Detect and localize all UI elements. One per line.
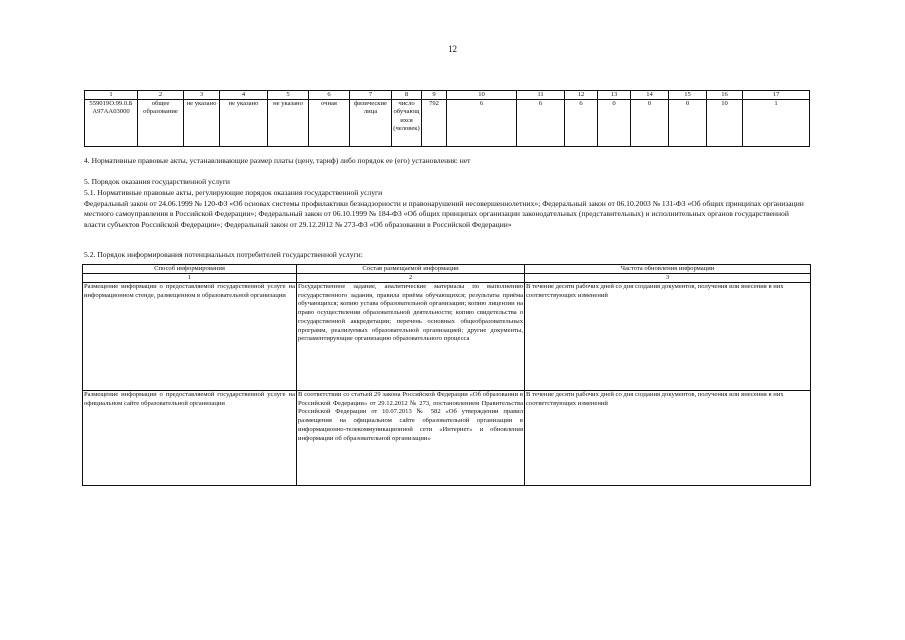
table-cell: В соответствии со статьей 29 закона Российской Федерации «Об образовании в Российской Федерации» от 29.12.2012 № 273, постановлением Правительства Российской Федерации от 10.07.2013 № 582 «Об утверждении правил размещения на официальном сайте образовательной организации в информационно-телекоммуникационной сети «Интернет» и обновления информации об образовательной организации» xyxy=(297,391,525,486)
col-number: 6 xyxy=(309,91,350,100)
section-5-1-laws: Федеральный закон от 24.06.1999 № 120-ФЗ «Об основах системы профилактики безнадзорности и правонарушений несовершеннолетних»; Федеральный закон от 06.10.2003 № 131-ФЗ «Об общих принципах организации местного самоуправления в Российской Федерации»; Федеральный закон от 06.10.1999 № 184-ФЗ «Об общих принципах организации законодательных (представительных) и исполнительных органов государственной власти субъектов Российской Федерации»; Федеральный закон от 29.12.2012 № 273-ФЗ «Об образовании в Российской Федерации» xyxy=(84,199,804,229)
section-5-1-heading: 5.1. Нормативные правовые акты, регулирующие порядок оказания государственной услуги xyxy=(84,188,383,197)
table-cell: В течение десяти рабочих дней со дня создания документов, получения или внесения в них соответствующих изменений xyxy=(525,391,811,486)
column-header: Способ информирования xyxy=(83,265,297,274)
table-row xyxy=(83,391,811,486)
table-cell: общее образование xyxy=(138,100,184,147)
table-row xyxy=(83,283,811,391)
table-cell: 0 xyxy=(669,100,707,147)
col-number: 2 xyxy=(138,91,184,100)
table-cell: очная xyxy=(309,100,350,147)
col-number: 1 xyxy=(83,274,297,283)
table-cell: 10 xyxy=(707,100,743,147)
section-5-heading: 5. Порядок оказания государственной услуги xyxy=(84,177,230,186)
section-4-fees: 4. Нормативные правовые акты, устанавливающие размер платы (цену, тариф) либо порядок ее (его) установления: нет xyxy=(84,156,471,165)
table-cell: 6 xyxy=(447,100,517,147)
col-number: 5 xyxy=(268,91,309,100)
col-number: 15 xyxy=(669,91,707,100)
col-number: 12 xyxy=(565,91,598,100)
col-number: 16 xyxy=(707,91,743,100)
table-cell: Размещение информации о предоставляемой государственной услуге на официальном сайте образовательной организации xyxy=(83,391,297,486)
table-cell: Размещение информации о предоставляемой государственной услуге на информационном стенде, размещенном в образовательной организации xyxy=(83,283,297,391)
table-row xyxy=(85,100,810,147)
table-cell: не указано xyxy=(220,100,268,147)
col-number: 17 xyxy=(743,91,810,100)
table-cell: не указано xyxy=(268,100,309,147)
col-number: 3 xyxy=(525,274,811,283)
table-cell: 1 xyxy=(743,100,810,147)
section-5-2-heading: 5.2. Порядок информирования потенциальных потребителей государственной услуги: xyxy=(84,250,363,259)
table-header-row xyxy=(85,91,810,100)
col-number: 13 xyxy=(598,91,631,100)
col-number: 11 xyxy=(517,91,565,100)
table-cell: Государственное задание, аналитические материалы по выполнению государственного задания, правила приёма обучающихся; результаты приёма обучающихся; копию устава образовательной организации; копию лицензии на право осуществления образовательной деятельности; копию свидетельства о государственной аккредитации; перечень основных общеобразовательных программ, реализуемых образовательной организацией; другие документы, регламентирующие организацию образовательного процесса xyxy=(297,283,525,391)
page-number: 12 xyxy=(448,44,457,54)
col-number: 4 xyxy=(220,91,268,100)
table-cell: физические лица xyxy=(350,100,392,147)
table-cell: 792 xyxy=(422,100,447,147)
col-number: 7 xyxy=(350,91,392,100)
table-number-row xyxy=(83,274,811,283)
col-number: 10 xyxy=(447,91,517,100)
column-header: Состав размещаемой информации xyxy=(297,265,525,274)
column-header: Частота обновления информации xyxy=(525,265,811,274)
col-number: 9 xyxy=(422,91,447,100)
indicators-table xyxy=(84,90,810,147)
col-number: 1 xyxy=(85,91,138,100)
table-cell: число обучающ ихся (человек) xyxy=(392,100,422,147)
col-number: 14 xyxy=(631,91,669,100)
col-number: 3 xyxy=(184,91,220,100)
table-header-row xyxy=(83,265,811,274)
table-cell: 559019О.99.0.Б А97АА03000 xyxy=(85,100,138,147)
table-cell: 0 xyxy=(598,100,631,147)
col-number: 2 xyxy=(297,274,525,283)
table-cell: 0 xyxy=(631,100,669,147)
information-table xyxy=(82,264,811,486)
table-cell: 6 xyxy=(565,100,598,147)
table-cell: В течение десяти рабочих дней со дня создания документов, получения или внесения в них соответствующих изменений xyxy=(525,283,811,391)
table-cell: не указано xyxy=(184,100,220,147)
col-number: 8 xyxy=(392,91,422,100)
table-cell: 6 xyxy=(517,100,565,147)
